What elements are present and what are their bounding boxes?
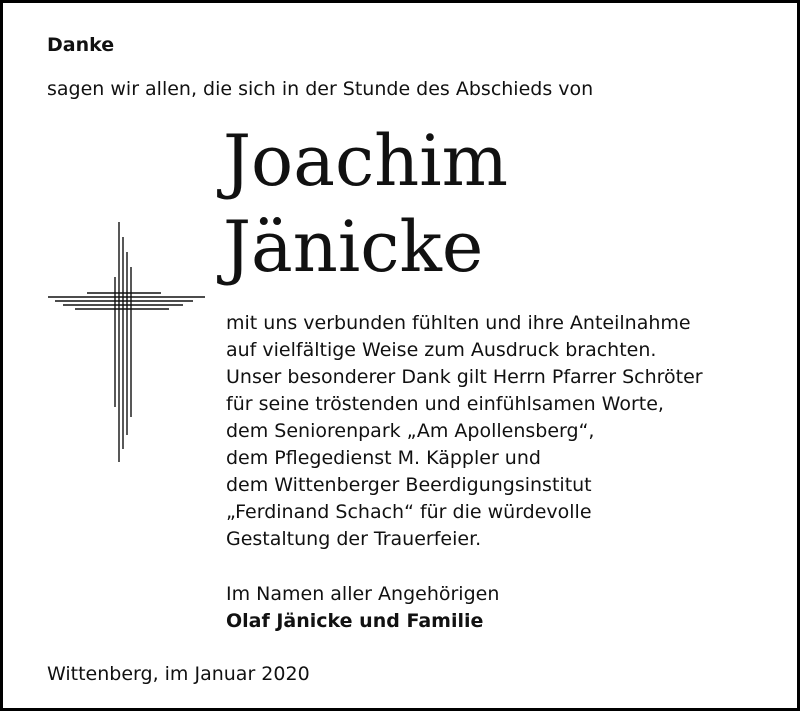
deceased-first-name: Joachim: [223, 120, 508, 202]
body-line: Unser besonderer Dank gilt Herrn Pfarrer Schröter: [226, 366, 703, 388]
body-line: dem Pflegedienst M. Käppler und: [226, 447, 541, 469]
body-line: für seine tröstenden und einfühlsamen Worte,: [226, 393, 664, 415]
deceased-name: [223, 118, 508, 290]
notice-heading: Danke: [47, 34, 115, 56]
intro-text: sagen wir allen, die sich in der Stunde des Abschieds von: [47, 78, 594, 100]
place-date: Wittenberg, im Januar 2020: [47, 663, 310, 685]
body-line: Gestaltung der Trauerfeier.: [226, 528, 482, 550]
body-line: dem Seniorenpark „Am Apollensberg“,: [226, 420, 595, 442]
on-behalf-text: Im Namen aller Angehörigen: [226, 583, 500, 605]
cross-icon: [43, 217, 213, 467]
thanks-body: [226, 310, 703, 553]
regards-block: [226, 581, 499, 635]
body-line: auf vielfältige Weise zum Ausdruck brachten.: [226, 339, 657, 361]
body-line: „Ferdinand Schach“ für die würdevolle: [226, 501, 592, 523]
signature: Olaf Jänicke und Familie: [226, 610, 484, 632]
body-line: mit uns verbunden fühlten und ihre Anteilnahme: [226, 312, 691, 334]
deceased-last-name: Jänicke: [223, 206, 484, 288]
body-line: dem Wittenberger Beerdigungsinstitut: [226, 474, 592, 496]
